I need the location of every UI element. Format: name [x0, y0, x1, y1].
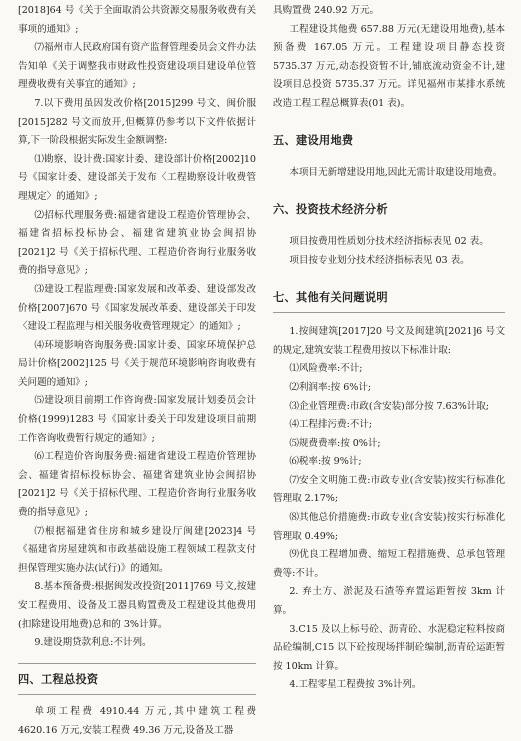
body-paragraph: 4.工程零星工程费按 3%计列。 — [289, 679, 422, 691]
left-column — [18, 2, 256, 741]
right-column — [273, 2, 505, 695]
body-paragraph: 3.C15 及以上标号砼、沥青砼、水泥稳定粒料按商品砼编制,C15 以下砼按现场拌制砼编制,沥青砼运距暂按 10km 计算。 — [273, 623, 505, 672]
body-paragraph: ⑶企业管理费:市政(含安装)部分按 7.63%计取; — [289, 400, 489, 412]
body-paragraph: ⑴风险费率:不计; — [289, 363, 363, 375]
body-paragraph: [2018]64 号《关于全面取消公共资源交易服务收费有关事项的通知》; — [18, 5, 256, 35]
body-paragraph: 本项目无新增建设用地,因此无需计取建设用地费。 — [289, 167, 503, 179]
left-paragraphs-a — [18, 2, 256, 653]
body-paragraph: 7.以下费用虽因发改价格[2015]299 号文、闽价服[2015]282 号文而放开,但概算仍参考以下文件依据计算,下一阶段根据实际发生金额调整: — [18, 97, 256, 147]
body-paragraph: ⑹工程造价咨询服务费:福建省建设工程造价管理协会、福建省招标投标协会、福建省建筑业协会闽招协[2021]2 号《关于招标代理、工程造价咨询行业服务收费的指导意见》; — [18, 451, 256, 519]
section-heading: 五、建设用地费 — [273, 133, 354, 147]
section-heading: 六、投资技术经济分析 — [273, 202, 388, 216]
body-paragraph: ⑷工程排污费:不计; — [289, 419, 373, 431]
body-paragraph: 2. 弃土方、淤泥及石渣等弃置运距暂按 3km 计算。 — [273, 586, 505, 617]
body-paragraph: ⑴勘察、设计费:国家计委、建设部计价格[2002]10 号《国家计委、建设部关于发布〈工程勘察设计收费管理规定〉的通知》; — [18, 153, 256, 202]
section-heading: 四、工程总投资 — [18, 672, 99, 686]
section-5-body — [273, 164, 505, 183]
body-paragraph: ⑹税率:按 9%计; — [289, 456, 362, 468]
section-7-heading-block — [273, 283, 505, 314]
section-4-heading-block — [18, 663, 256, 696]
body-paragraph: ⑺根据福建省住房和城乡建设厅闽建[2023]4 号《福建省房屋建筑和市政基础设施工程领域工程款支付担保管理实施办法(试行)》的通知。 — [18, 525, 256, 574]
body-paragraph: 具购置费 240.92 万元。 — [273, 5, 380, 16]
body-paragraph: ⑻其他总价措施费:市政专业(含安装)按实行标准化管理取 0.49%; — [273, 512, 505, 542]
body-paragraph: ⑵招标代理服务费:福建省建设工程造价管理协会、福建省招标投标协会、福建省建筑业协会闽招协[2021]2 号《关于招标代理、工程造价咨询行业服务收费的指导意见》; — [18, 209, 256, 277]
body-paragraph: ⑸规费费率:按 0%计; — [289, 437, 381, 449]
section-rule — [273, 312, 505, 313]
section-6-heading-block — [273, 195, 505, 224]
section-5-heading-block — [273, 126, 505, 155]
body-paragraph: 9.建设期贷款利息:不计列。 — [34, 637, 152, 649]
body-paragraph: 项目按专业划分技术经济指标表见 03 表。 — [289, 254, 470, 266]
body-paragraph: ⑼优良工程增加费、缩短工程措施费、总承包管理费等:不计。 — [273, 549, 505, 579]
body-paragraph: ⑺安全文明施工费:市政专业(含安装)按实行标准化管理取 2.17%; — [273, 474, 505, 505]
body-paragraph: ⑶建设工程监理费:国家发展和改革委、建设部发改价格[2007]670 号《国家发展改革委、建设部关于印发〈建设工程监理与相关服务收费管理规定〉的通知》; — [18, 283, 256, 333]
right-paragraphs-a — [273, 2, 505, 114]
section-heading: 七、其他有关问题说明 — [273, 290, 388, 304]
body-paragraph: 1.按闽建筑[2017]20 号文及闽建筑[2021]6 号文的规定,建筑安装工程费用按以下标准计取: — [273, 326, 505, 356]
body-paragraph: 单项工程费 4910.44 万元,其中建筑工程费 4620.16 万元,安装工程费 49.36 万元,设备及工器 — [18, 706, 256, 736]
body-paragraph: ⑺福州市人民政府国有资产监督管理委员会文件办法告知单《关于调整我市财政性投资建设项目建设单位管理费收费有关事宜的通知》; — [18, 42, 256, 91]
body-paragraph: 项目按费用性质划分技术经济指标表见 02 表。 — [289, 236, 489, 248]
left-paragraphs-b — [18, 703, 256, 740]
body-paragraph: 8.基本预备费:根据闽发改投资[2011]769 号文,按建安工程费用、设备及工器具购置费及工程建设其他费用(扣除建设用地费)总和的 3%计算。 — [18, 581, 256, 630]
body-paragraph: 工程建设其他费 657.88 万元(无建设用地费),基本预备费 167.05 万元。工程建设项目静态投资 5735.37 万元,动态投资暂不计,铺底流动资金不计,建设项目总投资 5735.37 万元。详见福州市某排水系统改造工程工程总概算表(01 表)。 — [273, 23, 505, 109]
section-7-body — [273, 323, 505, 695]
body-paragraph: ⑸建设项目前期工作咨询费:国家发展计划委员会计价格(1999)1283 号《国家计委关于印发建设项目前期工作咨询收费暂行规定的通知》; — [18, 395, 256, 444]
body-paragraph: ⑵利润率:按 6%计; — [289, 381, 372, 393]
section-rule — [18, 694, 256, 695]
section-6-body — [273, 233, 505, 270]
body-paragraph: ⑷环境影响咨询服务费:国家计委、国家环境保护总局计价格[2002]125 号《关于规范环境影响咨询收费有关问题的通知》; — [18, 339, 256, 388]
